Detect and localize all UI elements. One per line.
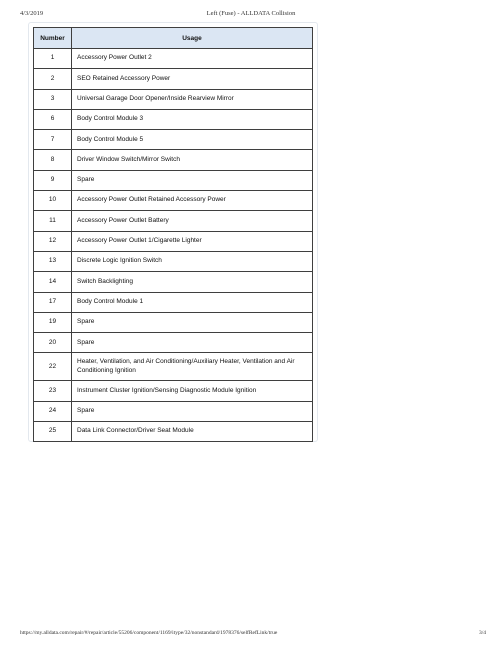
fuse-usage: Body Control Module 5 xyxy=(72,130,313,150)
fuse-usage: Instrument Cluster Ignition/Sensing Diagnostic Module Ignition xyxy=(72,381,313,401)
fuse-usage: Universal Garage Door Opener/Inside Rearview Mirror xyxy=(72,89,313,109)
fuse-number: 23 xyxy=(34,381,72,401)
fuse-number: 22 xyxy=(34,353,72,381)
fuse-number: 14 xyxy=(34,272,72,292)
fuse-number: 20 xyxy=(34,333,72,353)
table-row xyxy=(34,211,313,231)
fuse-usage: Accessory Power Outlet 2 xyxy=(72,49,313,69)
table-row xyxy=(34,130,313,150)
print-header xyxy=(0,10,502,22)
fuse-usage-table xyxy=(33,27,313,442)
table-header-row xyxy=(34,28,313,49)
fuse-number: 7 xyxy=(34,130,72,150)
fuse-usage: Driver Window Switch/Mirror Switch xyxy=(72,150,313,170)
table-row xyxy=(34,69,313,89)
fuse-number: 19 xyxy=(34,312,72,332)
table-row xyxy=(34,191,313,211)
print-title: Left (Fuse) - ALLDATA Collision xyxy=(206,10,296,17)
table-row xyxy=(34,312,313,332)
fuse-table-container xyxy=(28,22,318,442)
fuse-number: 25 xyxy=(34,422,72,442)
fuse-number: 2 xyxy=(34,69,72,89)
fuse-number: 9 xyxy=(34,170,72,190)
fuse-number: 3 xyxy=(34,89,72,109)
fuse-usage: SEO Retained Accessory Power xyxy=(72,69,313,89)
fuse-usage: Spare xyxy=(72,312,313,332)
fuse-usage: Heater, Ventilation, and Air Conditioning/Auxiliary Heater, Ventilation and Air Conditioning Ignition xyxy=(72,353,313,381)
table-row xyxy=(34,150,313,170)
fuse-usage: Body Control Module 3 xyxy=(72,109,313,129)
fuse-usage: Accessory Power Outlet 1/Cigarette Lighter xyxy=(72,231,313,251)
table-row xyxy=(34,353,313,381)
table-body xyxy=(34,49,313,442)
fuse-number: 11 xyxy=(34,211,72,231)
fuse-usage: Accessory Power Outlet Retained Accessory Power xyxy=(72,191,313,211)
fuse-usage: Spare xyxy=(72,170,313,190)
table-row xyxy=(34,109,313,129)
table-row xyxy=(34,89,313,109)
fuse-usage: Accessory Power Outlet Battery xyxy=(72,211,313,231)
fuse-number: 8 xyxy=(34,150,72,170)
fuse-number: 17 xyxy=(34,292,72,312)
print-date: 4/3/2019 xyxy=(20,10,44,17)
fuse-number: 12 xyxy=(34,231,72,251)
fuse-number: 13 xyxy=(34,251,72,271)
print-footer xyxy=(0,630,502,640)
fuse-number: 6 xyxy=(34,109,72,129)
column-header-usage: Usage xyxy=(72,28,313,49)
fuse-number: 10 xyxy=(34,191,72,211)
fuse-usage: Data Link Connector/Driver Seat Module xyxy=(72,422,313,442)
column-header-number: Number xyxy=(34,28,72,49)
table-row xyxy=(34,381,313,401)
fuse-number: 24 xyxy=(34,401,72,421)
table-row xyxy=(34,401,313,421)
table-row xyxy=(34,231,313,251)
table-row xyxy=(34,272,313,292)
page-url: https://my.alldata.com/repair/#/repair/article/55206/component/1169/itype/32/nonstandard/1978376/selfRefLink/true xyxy=(20,630,278,636)
fuse-usage: Switch Backlighting xyxy=(72,272,313,292)
page-number: 3/4 xyxy=(478,630,486,636)
table-row xyxy=(34,292,313,312)
table-row xyxy=(34,333,313,353)
fuse-number: 1 xyxy=(34,49,72,69)
table-row xyxy=(34,170,313,190)
table-row xyxy=(34,49,313,69)
table-row xyxy=(34,251,313,271)
fuse-usage: Body Control Module 1 xyxy=(72,292,313,312)
fuse-usage: Spare xyxy=(72,333,313,353)
table-row xyxy=(34,422,313,442)
fuse-usage: Spare xyxy=(72,401,313,421)
fuse-usage: Discrete Logic Ignition Switch xyxy=(72,251,313,271)
